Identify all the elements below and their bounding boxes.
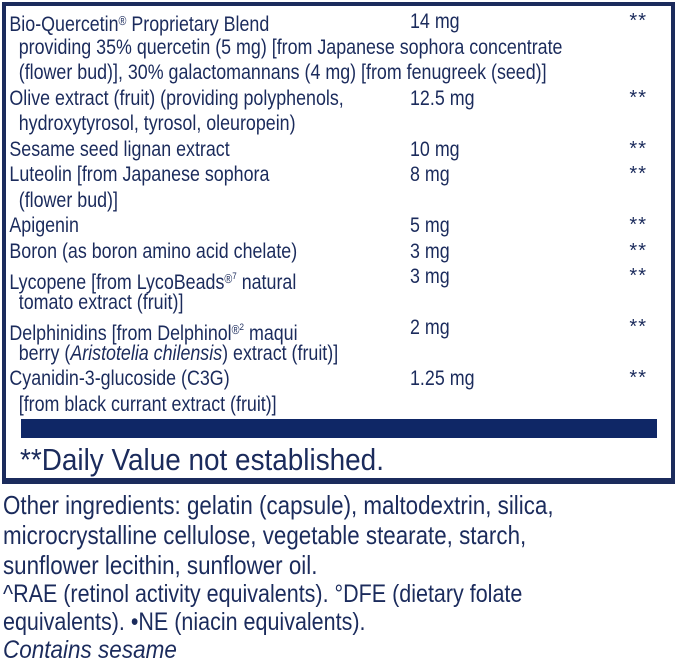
ingredient-name-continuation [6, 290, 571, 316]
latin-name-italic: Aristotelia chilensis [70, 341, 223, 365]
ingredient-text: Proprietary Blend [126, 13, 270, 36]
daily-value-asterisks: ** [629, 137, 647, 160]
equivalents-note-line-2: equivalents). •NE (niacin equivalents). [3, 608, 366, 636]
ingredient-rows [6, 9, 671, 417]
ingredient-name-continuation [6, 392, 571, 418]
daily-value-asterisks: ** [629, 86, 647, 109]
ingredient-text: Sesame seed lignan extract [9, 137, 230, 161]
ingredient-row [6, 264, 671, 315]
daily-value-asterisks: ** [629, 239, 647, 262]
ingredient-row [6, 315, 671, 366]
ingredient-row [6, 239, 671, 265]
daily-value-asterisks: ** [629, 214, 647, 236]
daily-value-note: **Daily Value not established. [20, 442, 384, 477]
ingredient-row [6, 162, 671, 213]
amount-per-serving: 12.5 mg [410, 86, 475, 110]
ingredient-name [6, 213, 571, 239]
ingredient-name [6, 366, 571, 392]
amount-per-serving: 3 mg [410, 265, 450, 288]
ingredient-text: [from black currant extract (fruit)] [18, 392, 277, 416]
ingredient-row [6, 86, 671, 137]
ingredient-text: (flower bud)], 30% galactomannans (4 mg) [from fenugreek (seed)] [18, 61, 547, 84]
superscript-mark: ® [224, 272, 233, 286]
ingredient-text: Delphinidins [from Delphinol [9, 322, 232, 345]
ingredient-name-continuation [6, 188, 571, 214]
ingredient-name [6, 264, 571, 294]
ingredient-name [6, 9, 571, 35]
amount-per-serving: 2 mg [410, 316, 450, 339]
ingredient-text: ) extract (fruit)] [222, 341, 339, 365]
ingredient-name-continuation [6, 60, 571, 86]
daily-value-asterisks: ** [629, 10, 647, 32]
ingredient-text: Luteolin [from Japanese sophora [9, 163, 270, 186]
ingredient-row [6, 366, 671, 417]
ingredient-text: natural [236, 271, 297, 294]
ingredient-name-continuation [6, 35, 571, 61]
ingredient-text: berry ( [18, 341, 71, 365]
amount-per-serving: 10 mg [410, 137, 460, 161]
other-ingredients-line-2: microcrystalline cellulose, vegetable stearate, starch, [3, 520, 527, 550]
equivalents-note-line-1: ^RAE (retinol activity equivalents). °DFE (dietary folate [3, 580, 523, 608]
ingredient-name [6, 162, 571, 188]
contains-allergen-note: Contains sesame [3, 636, 177, 664]
amount-per-serving: 3 mg [410, 239, 450, 263]
daily-value-asterisks: ** [629, 316, 647, 338]
ingredient-name [6, 86, 571, 112]
ingredient-row [6, 213, 671, 239]
ingredient-text: maqui [244, 322, 298, 345]
divider-bar [21, 419, 657, 438]
ingredient-name-continuation [6, 341, 571, 367]
supplement-facts-table [2, 2, 675, 484]
label-footer [3, 490, 679, 664]
ingredient-text: tomato extract (fruit)] [18, 290, 184, 314]
ingredient-text: Lycopene [from LycoBeads [9, 271, 225, 294]
ingredient-text: hydroxytyrosol, tyrosol, oleuropein) [18, 112, 296, 135]
ingredient-text: Boron (as boron amino acid chelate) [9, 239, 298, 263]
ingredient-name [6, 239, 571, 265]
superscript-mark: 2 [239, 322, 244, 333]
amount-per-serving: 5 mg [410, 214, 450, 237]
ingredient-text: Bio-Quercetin [9, 13, 119, 36]
amount-per-serving: 1.25 mg [410, 367, 475, 390]
superscript-mark: ® [118, 14, 127, 28]
daily-value-asterisks: ** [629, 367, 647, 389]
amount-per-serving: 8 mg [410, 163, 450, 186]
daily-value-asterisks: ** [629, 265, 647, 287]
ingredient-row [6, 9, 671, 86]
ingredient-name [6, 137, 571, 163]
amount-per-serving: 14 mg [410, 10, 460, 33]
ingredient-text: providing 35% quercetin (5 mg) [from Japanese sophora concentrate [18, 35, 563, 59]
daily-value-asterisks: ** [629, 163, 647, 185]
superscript-mark: 7 [232, 271, 237, 282]
ingredient-text: Olive extract (fruit) (providing polyphenols, [9, 86, 344, 110]
ingredient-name [6, 315, 571, 345]
other-ingredients-line-1: Other ingredients: gelatin (capsule), maltodextrin, silica, [3, 490, 554, 520]
ingredient-text: Apigenin [9, 214, 79, 237]
ingredient-text: Cyanidin-3-glucoside (C3G) [9, 367, 230, 390]
ingredient-row [6, 137, 671, 163]
ingredient-name-continuation [6, 111, 571, 137]
superscript-mark: ® [231, 323, 240, 337]
ingredient-text: (flower bud)] [18, 188, 118, 212]
other-ingredients-line-3: sunflower lecithin, sunflower oil. [3, 550, 318, 580]
